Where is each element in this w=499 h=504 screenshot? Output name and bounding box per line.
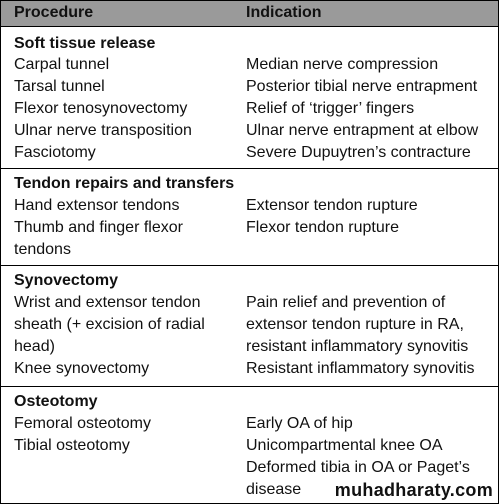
indication-cell: Posterior tibial nerve entrapment [246,78,478,95]
indication-cell: Severe Dupuytren’s contracture [246,144,471,161]
indication-cell: Early OA of hip [246,415,353,432]
indication-cell: Deformed tibia in OA or Paget’s disease [246,459,470,498]
section-title: Synovectomy [14,272,119,289]
header-indication: Indication [246,4,322,21]
indication-cell: Median nerve compression [246,56,439,73]
procedure-cell: Tarsal tunnel [14,78,105,95]
procedure-cell: Ulnar nerve transposition [14,122,192,139]
section-tendon-repairs [1,169,498,266]
indication-cell: Ulnar nerve entrapment at elbow [246,122,479,139]
procedure-cell: Flexor tenosynovectomy [14,100,188,117]
header-procedure: Procedure [14,4,94,21]
procedure-cell: Hand extensor tendons [14,197,180,214]
section-synovectomy [1,266,498,387]
indication-cell: Extensor tendon rupture [246,197,418,214]
indication-cell: Flexor tendon rupture [246,219,399,236]
procedure-cell: Femoral osteotomy [14,415,151,432]
indication-cell: Unicompartmental knee OA [246,437,443,454]
procedure-cell: Tibial osteotomy [14,437,130,454]
procedure-cell: Thumb and finger flexor tendons [14,219,183,258]
indication-cell: Pain relief and prevention of extensor tendon rupture in RA, resistant inflammatory synovitis [246,294,469,355]
table-header [1,1,498,27]
section-soft-tissue-release [1,27,498,169]
indication-cell: Resistant inflammatory synovitis [246,360,475,377]
indication-cell: Relief of ‘trigger’ fingers [246,100,415,117]
procedure-cell: Knee synovectomy [14,360,150,377]
procedure-cell: Wrist and extensor tendon sheath (+ excision of radial head) [14,294,205,355]
section-title: Soft tissue release [14,35,156,52]
procedure-cell: Fasciotomy [14,144,96,161]
site-watermark: muhadharaty.com [334,480,493,500]
section-title: Osteotomy [14,393,98,410]
procedure-cell: Carpal tunnel [14,56,110,73]
section-title: Tendon repairs and transfers [14,175,235,192]
